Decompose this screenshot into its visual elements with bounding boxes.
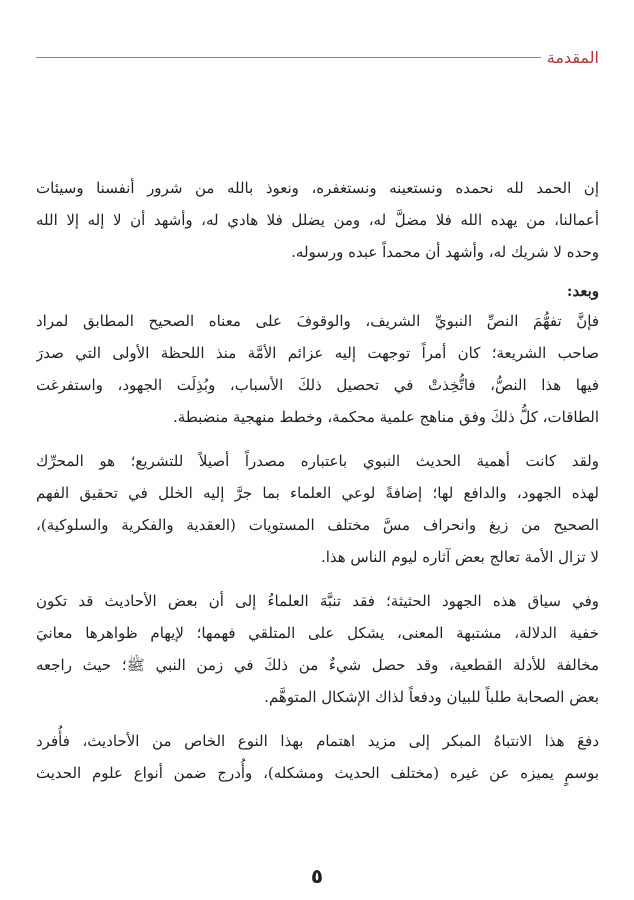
text-line: الصحيح من زيغ وانحراف مسَّ مختلف المستويات (العقدية والفكرية والسلوكية)، — [36, 516, 599, 534]
text-line: دفعَ هذا الانتباهُ المبكر إلى مزيد اهتمام بهذا النوع الخاص من الأحاديث، فأُفرد — [36, 732, 599, 750]
text-line: وحده لا شريك له، وأشهد أن محمداً عبده ورسوله. — [291, 243, 599, 261]
paragraph-opening — [36, 172, 599, 268]
running-header — [36, 42, 599, 72]
paragraph-mukhtalif-hadith — [36, 725, 599, 789]
text-line: بوسمٍ يميزه عن غيره (مختلف الحديث ومشكله)، وأُدرج ضمن أنواع علوم الحديث — [36, 764, 599, 782]
page-number: ٥ — [310, 864, 324, 888]
text-line: أعمالنا، من يهده الله فلا مضلَّ له، ومن يضلل فلا هادي له، وأشهد أن لا إله إلا الله — [36, 211, 599, 229]
text-line: فإنَّ تفهُّمَ النصِّ النبويِّ الشريف، والوقوفَ على معناه الصحيح المطابق لمراد — [36, 312, 599, 330]
text-line: مخالفة للأدلة القطعية، وقد حصل شيءٌ من ذلكَ في زمن النبي ﷺ؛ حيث راجعه — [36, 656, 599, 674]
paragraph-hadith-importance — [36, 445, 599, 573]
text-line: خفية الدلالة، مشتبهة المعنى، يشكل على المتلقي فهمها؛ لإيهام ظواهرها معانيَ — [36, 624, 599, 642]
text-line: فيها هذا النصُّ، فاتُّخِذتْ في تحصيل ذلكَ الأسباب، وبُذِلَت الجهود، واستفرغت — [36, 376, 599, 394]
text-line: لا تزال الأمة تعالج بعض آثاره ليوم الناس هذا. — [320, 548, 599, 566]
main-text — [36, 172, 599, 789]
text-line: وفي سياق هذه الجهود الحثيثة؛ فقد تنبَّهَ العلماءُ إلى أن بعض الأحاديث قد تكون — [36, 592, 599, 610]
section-heading: وبعد: — [566, 282, 599, 300]
text-line: الطاقات، كلُّ ذلكَ وفق مناهج علمية محكمة، وخطط منهجية منضبطة. — [173, 408, 599, 426]
text-line: إن الحمد لله نحمده ونستعينه ونستغفره، ونعوذ بالله من شرور أنفسنا وسيئات — [36, 179, 599, 197]
chapter-title: المقدمة — [546, 47, 599, 67]
text-line: صاحب الشريعة؛ كان أمراً توجهت إليه عزائم الأمَّة منذ اللحظة الأولى التي صدرَ — [36, 344, 599, 362]
text-line: لهذه الجهود، والدافع لها؛ إضافةً لوعي العلماء بما جرَّ إليه الخلل في تحقيق الفهم — [36, 484, 599, 502]
paragraph-ambiguous-hadith — [36, 585, 599, 713]
paragraph-wabad — [36, 277, 599, 433]
text-line: بعض الصحابة طلباً للبيان ودفعاً لذاك الإشكال المتوهَّم. — [264, 688, 599, 706]
header-rule — [36, 57, 541, 58]
text-line: ولقد كانت أهمية الحديث النبوي باعتباره مصدراً أصيلاً للتشريع؛ هو المحرِّك — [36, 452, 599, 470]
